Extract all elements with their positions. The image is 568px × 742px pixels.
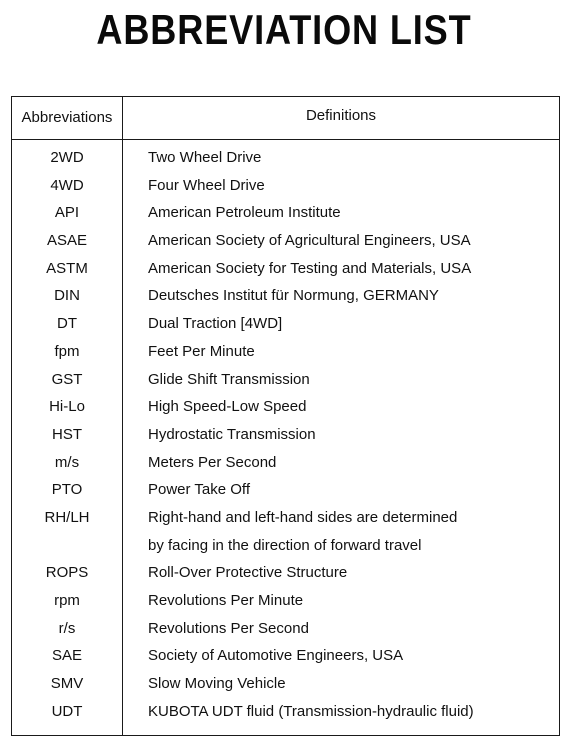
definition-line: Two Wheel Drive xyxy=(148,149,262,166)
abbreviation-cell: 4WD xyxy=(50,176,84,194)
definition-cell xyxy=(148,421,553,449)
definition-line: Roll-Over Protective Structure xyxy=(148,564,348,582)
table-row xyxy=(12,615,559,643)
definition-cell xyxy=(148,587,553,615)
definition-line: High Speed-Low Speed xyxy=(148,398,307,416)
abbreviation-cell: 2WD xyxy=(50,149,84,166)
definition-cell xyxy=(148,559,553,587)
abbreviation-cell: HST xyxy=(52,425,82,443)
definition-cell xyxy=(148,338,553,366)
table-row xyxy=(12,504,559,559)
table-row xyxy=(12,227,559,255)
abbreviation-cell: DT xyxy=(57,315,77,333)
table-row xyxy=(12,698,559,726)
table-row xyxy=(12,393,559,421)
definition-line: by facing in the direction of forward travel xyxy=(148,536,422,554)
definition-cell xyxy=(148,504,553,559)
abbreviation-cell: SMV xyxy=(50,675,84,693)
abbreviation-cell: UDT xyxy=(51,702,83,720)
table-header-row xyxy=(12,97,559,140)
header-abbreviations: Abbreviations xyxy=(21,109,113,126)
abbreviation-cell: rpm xyxy=(54,592,80,610)
table-row xyxy=(12,421,559,449)
definition-cell xyxy=(148,393,553,421)
table-row xyxy=(12,642,559,670)
abbreviation-cell: ASAE xyxy=(46,232,88,250)
abbreviation-cell: SAE xyxy=(51,647,82,665)
abbreviation-cell: ASTM xyxy=(46,259,88,277)
abbreviation-cell: Hi-Lo xyxy=(49,398,85,416)
definition-cell xyxy=(148,698,553,726)
definition-line: Right-hand and left-hand sides are determined xyxy=(148,508,458,526)
table-row xyxy=(12,310,559,338)
definition-line: Slow Moving Vehicle xyxy=(148,675,286,693)
definition-cell xyxy=(148,172,553,200)
header-definitions: Definitions xyxy=(305,107,377,124)
definition-line: American Petroleum Institute xyxy=(148,204,341,222)
table-row xyxy=(12,449,559,477)
definition-cell xyxy=(148,366,553,394)
abbreviation-cell: m/s xyxy=(54,453,80,471)
definition-line: American Society for Testing and Materials, USA xyxy=(148,259,472,277)
definition-cell xyxy=(148,144,553,172)
definition-line: Deutsches Institut für Normung, GERMANY xyxy=(148,287,439,305)
definition-line: Meters Per Second xyxy=(148,453,277,471)
definition-cell xyxy=(148,449,553,477)
definition-cell xyxy=(148,282,553,310)
abbreviation-cell: GST xyxy=(51,370,83,388)
table-row xyxy=(12,670,559,698)
abbreviation-cell: RH/LH xyxy=(44,508,90,526)
table-row xyxy=(12,476,559,504)
definition-line: Glide Shift Transmission xyxy=(148,370,310,388)
page-title: ABBREVIATION LIST xyxy=(96,6,472,53)
definition-cell xyxy=(148,199,553,227)
definition-line: KUBOTA UDT fluid (Transmission-hydraulic fluid) xyxy=(148,702,474,720)
abbreviation-cell: DIN xyxy=(54,287,80,305)
table-row xyxy=(12,338,559,366)
definition-cell xyxy=(148,670,553,698)
definition-line: Hydrostatic Transmission xyxy=(148,425,316,443)
abbreviation-table xyxy=(11,96,560,736)
table-body xyxy=(12,144,559,725)
table-row xyxy=(12,172,559,200)
definition-cell xyxy=(148,642,553,670)
definition-line: Revolutions Per Minute xyxy=(148,592,304,610)
definition-line: Feet Per Minute xyxy=(148,342,255,360)
table-row xyxy=(12,587,559,615)
abbreviation-cell: API xyxy=(54,204,80,222)
table-row xyxy=(12,144,559,172)
definition-line: Dual Traction [4WD] xyxy=(148,315,283,333)
definition-line: Revolutions Per Second xyxy=(148,619,309,637)
definition-line: Power Take Off xyxy=(148,481,250,499)
abbreviation-cell: fpm xyxy=(54,342,80,360)
definition-cell xyxy=(148,476,553,504)
abbreviation-cell: r/s xyxy=(58,619,76,637)
table-row xyxy=(12,255,559,283)
table-row xyxy=(12,559,559,587)
definition-line: Four Wheel Drive xyxy=(148,176,265,194)
definition-cell xyxy=(148,615,553,643)
definition-line: Society of Automotive Engineers, USA xyxy=(148,647,404,665)
definition-cell xyxy=(148,227,553,255)
table-row xyxy=(12,199,559,227)
abbreviation-cell: ROPS xyxy=(45,564,89,582)
definition-cell xyxy=(148,310,553,338)
table-row xyxy=(12,282,559,310)
table-row xyxy=(12,366,559,394)
definition-line: American Society of Agricultural Engineers, USA xyxy=(148,232,471,250)
definition-cell xyxy=(148,255,553,283)
abbreviation-cell: PTO xyxy=(51,481,83,499)
